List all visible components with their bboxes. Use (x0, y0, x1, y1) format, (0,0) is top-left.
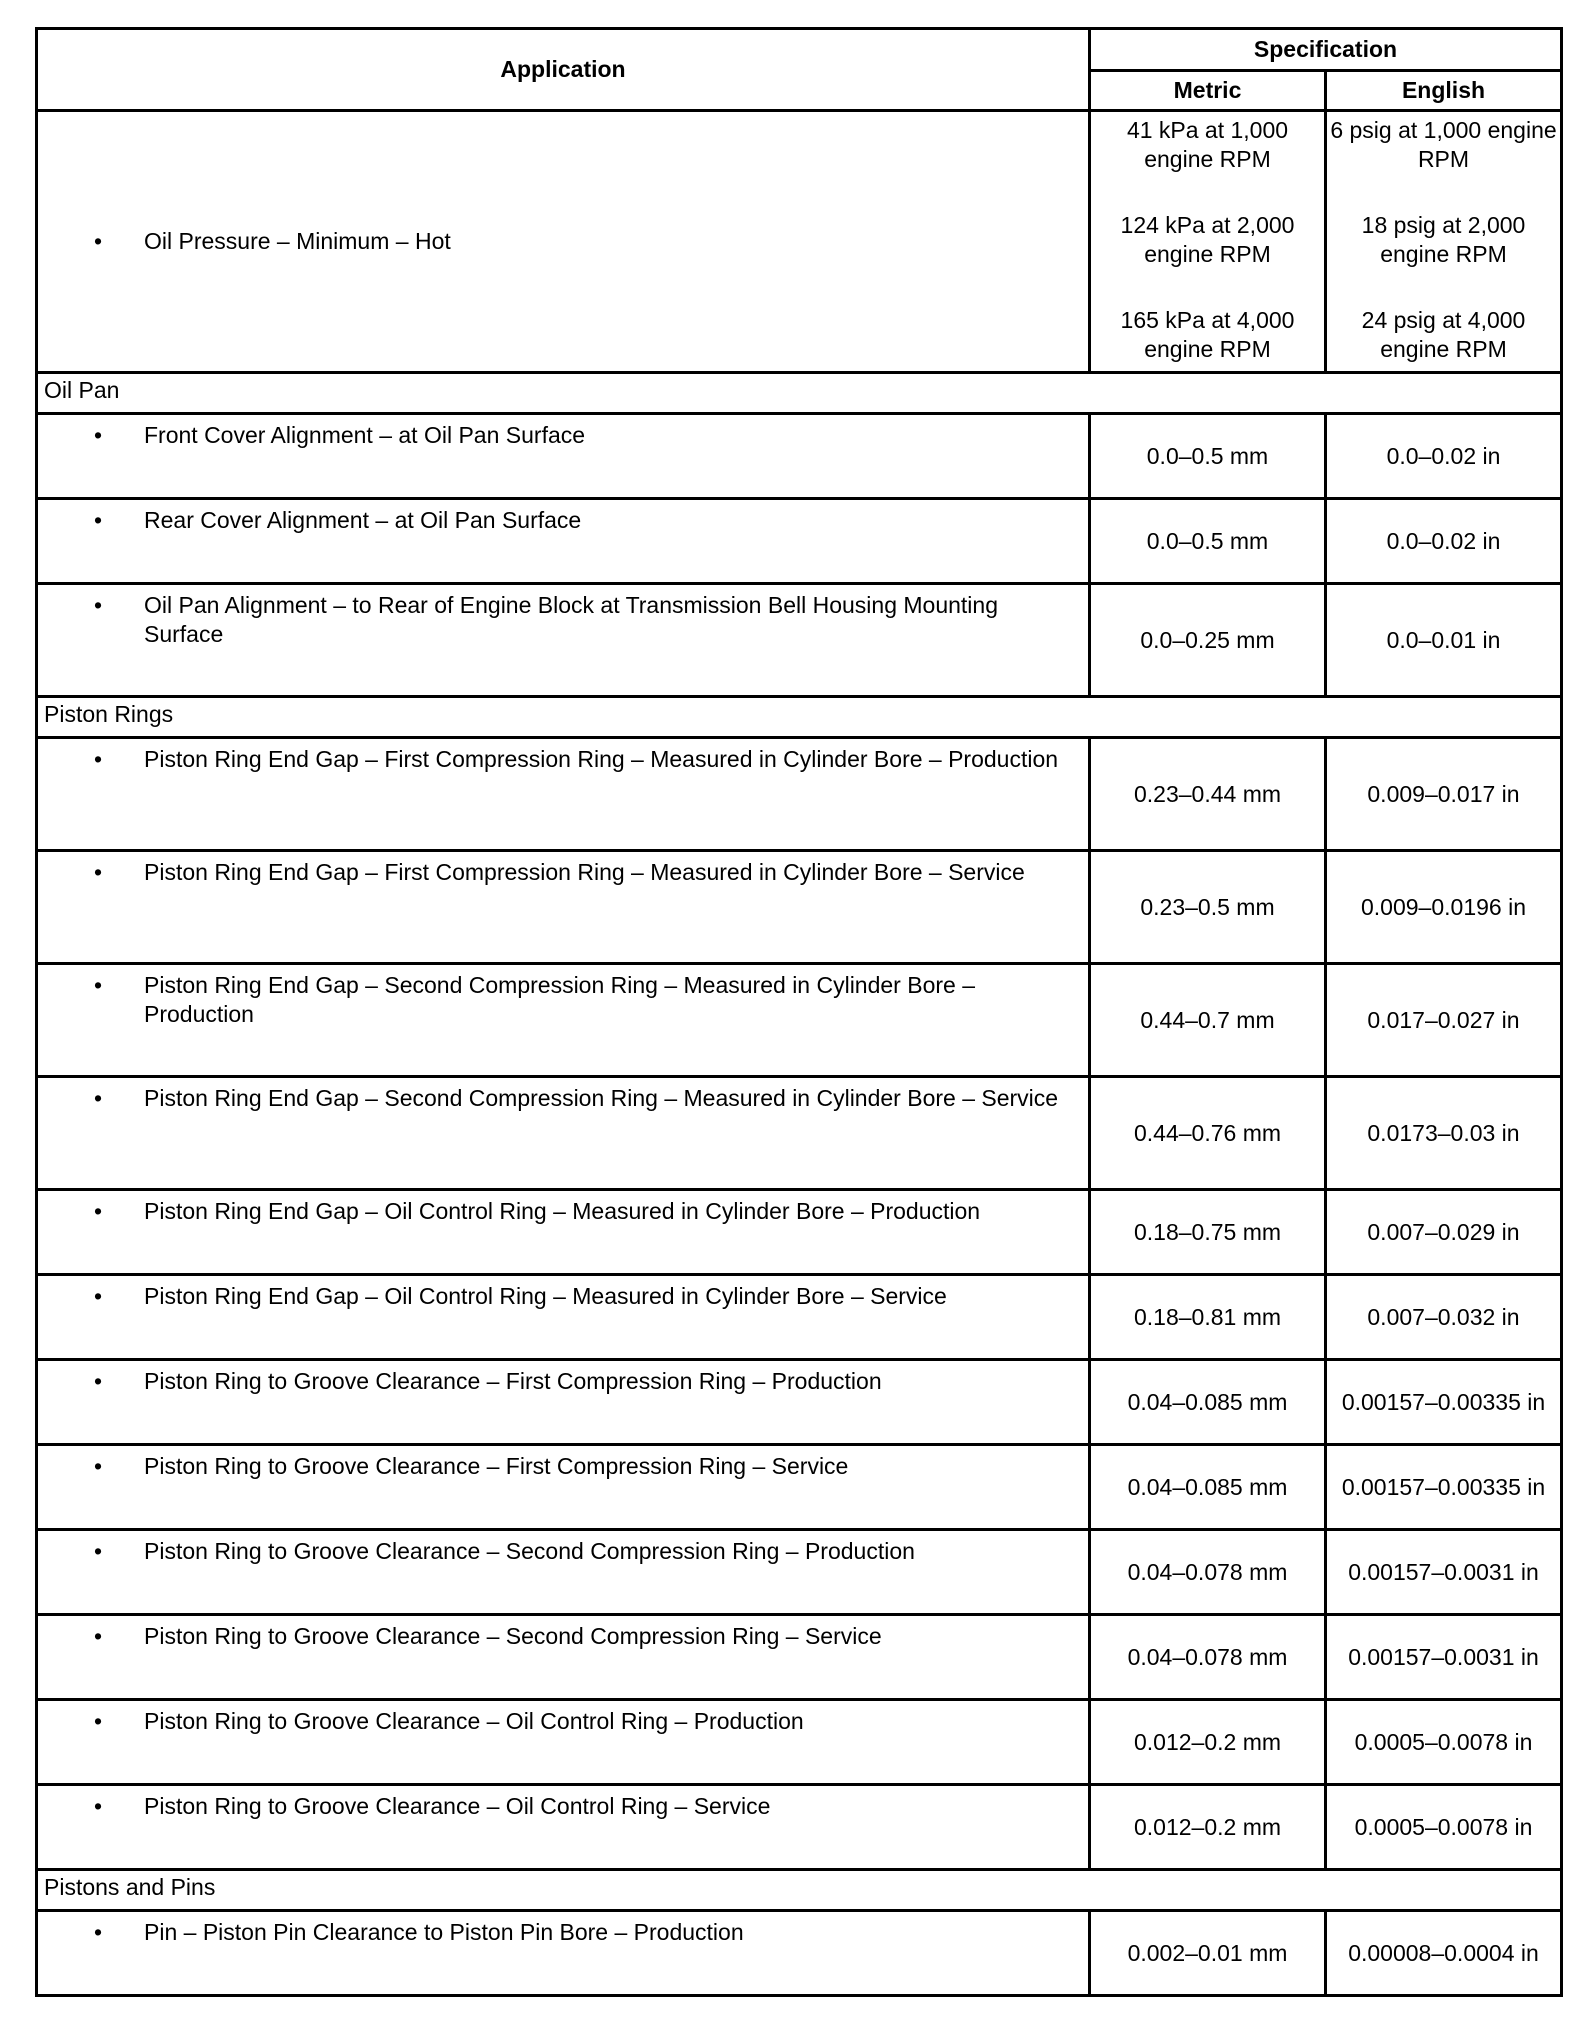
bullet-icon: • (94, 1453, 103, 1479)
metric-cell: 0.04–0.078 mm (1090, 1530, 1326, 1615)
application-cell (37, 111, 1090, 373)
table-row (37, 1275, 1562, 1360)
row-label: Rear Cover Alignment – at Oil Pan Surface (144, 507, 582, 533)
metric-cell: 0.002–0.01 mm (1090, 1911, 1326, 1996)
row-label: Piston Ring to Groove Clearance – Oil Control Ring – Service (144, 1793, 771, 1819)
application-header: Application (37, 29, 1090, 111)
bullet-icon: • (94, 1919, 103, 1945)
english-cell: 0.0173–0.03 in (1326, 1077, 1562, 1190)
metric-value: 41 kPa at 1,000 engine RPM (1126, 117, 1289, 172)
row-label: Piston Ring to Groove Clearance – Second Compression Ring – Service (144, 1623, 882, 1649)
specification-table (35, 27, 1563, 1997)
metric-cell: 0.012–0.2 mm (1090, 1785, 1326, 1870)
row-label: Front Cover Alignment – at Oil Pan Surface (144, 422, 586, 448)
metric-cell: 0.0–0.5 mm (1090, 499, 1326, 584)
bullet-icon: • (94, 1198, 103, 1224)
section-title: Oil Pan (37, 373, 1562, 414)
metric-cell: 0.23–0.5 mm (1090, 851, 1326, 964)
table-row (37, 964, 1562, 1077)
table-row (37, 1077, 1562, 1190)
english-cell: 0.00157–0.0031 in (1326, 1530, 1562, 1615)
metric-cell: 0.0–0.5 mm (1090, 414, 1326, 499)
english-cell: 0.017–0.027 in (1326, 964, 1562, 1077)
table-row (37, 414, 1562, 499)
table-row (37, 1615, 1562, 1700)
table-row (37, 1785, 1562, 1870)
bullet-icon: • (94, 746, 103, 772)
english-cell: 0.00157–0.0031 in (1326, 1615, 1562, 1700)
section-title: Piston Rings (37, 697, 1562, 738)
row-label: Pin – Piston Pin Clearance to Piston Pin Bore – Production (144, 1919, 744, 1945)
section-title: Pistons and Pins (37, 1870, 1562, 1911)
english-cell: 0.0005–0.0078 in (1326, 1700, 1562, 1785)
english-cell: 0.00157–0.00335 in (1326, 1445, 1562, 1530)
section-row (37, 373, 1562, 414)
bullet-icon: • (94, 1538, 103, 1564)
metric-cell: 0.04–0.085 mm (1090, 1360, 1326, 1445)
bullet-icon: • (94, 859, 103, 885)
row-label: Piston Ring to Groove Clearance – First Compression Ring – Production (144, 1368, 882, 1394)
metric-cell (1090, 111, 1326, 373)
table-row (37, 1911, 1562, 1996)
metric-cell: 0.04–0.085 mm (1090, 1445, 1326, 1530)
metric-cell: 0.23–0.44 mm (1090, 738, 1326, 851)
bullet-icon: • (94, 1283, 103, 1309)
table-row (37, 1700, 1562, 1785)
english-cell: 0.00157–0.00335 in (1326, 1360, 1562, 1445)
table-row (37, 584, 1562, 697)
table-row (37, 1190, 1562, 1275)
english-cell: 0.00008–0.0004 in (1326, 1911, 1562, 1996)
english-cell: 0.0–0.01 in (1326, 584, 1562, 697)
table-row (37, 1530, 1562, 1615)
metric-cell: 0.18–0.81 mm (1090, 1275, 1326, 1360)
english-value: 24 psig at 4,000 engine RPM (1361, 307, 1526, 362)
metric-value: 165 kPa at 4,000 engine RPM (1120, 307, 1295, 362)
row-label: Piston Ring End Gap – Second Compression Ring – Measured in Cylinder Bore – Production (144, 972, 975, 1027)
metric-cell: 0.18–0.75 mm (1090, 1190, 1326, 1275)
row-label: Piston Ring to Groove Clearance – First Compression Ring – Service (144, 1453, 849, 1479)
bullet-icon: • (94, 592, 103, 618)
english-cell: 0.009–0.0196 in (1326, 851, 1562, 964)
english-cell: 0.007–0.032 in (1326, 1275, 1562, 1360)
bullet-icon: • (94, 1708, 103, 1734)
row-label: Piston Ring End Gap – Second Compression Ring – Measured in Cylinder Bore – Service (144, 1085, 1059, 1111)
section-row (37, 697, 1562, 738)
bullet-icon: • (94, 228, 103, 254)
bullet-icon: • (94, 1368, 103, 1394)
table-row (37, 851, 1562, 964)
english-value: 6 psig at 1,000 engine RPM (1330, 117, 1557, 172)
metric-value: 124 kPa at 2,000 engine RPM (1120, 212, 1295, 267)
english-cell: 0.0–0.02 in (1326, 499, 1562, 584)
bullet-icon: • (94, 422, 103, 448)
bullet-icon: • (94, 1623, 103, 1649)
english-header: English (1326, 71, 1562, 111)
table-row (37, 1360, 1562, 1445)
english-cell: 0.0005–0.0078 in (1326, 1785, 1562, 1870)
table-row (37, 499, 1562, 584)
english-value: 18 psig at 2,000 engine RPM (1361, 212, 1526, 267)
english-cell (1326, 111, 1562, 373)
metric-header: Metric (1090, 71, 1326, 111)
metric-cell: 0.44–0.76 mm (1090, 1077, 1326, 1190)
bullet-icon: • (94, 972, 103, 998)
english-cell: 0.0–0.02 in (1326, 414, 1562, 499)
specification-header: Specification (1090, 29, 1562, 71)
row-label: Piston Ring End Gap – First Compression Ring – Measured in Cylinder Bore – Service (144, 859, 1025, 885)
english-cell: 0.007–0.029 in (1326, 1190, 1562, 1275)
table-row (37, 1445, 1562, 1530)
row-label: Piston Ring End Gap – First Compression Ring – Measured in Cylinder Bore – Production (144, 746, 1059, 772)
row-label: Piston Ring to Groove Clearance – Oil Control Ring – Production (144, 1708, 804, 1734)
metric-cell: 0.04–0.078 mm (1090, 1615, 1326, 1700)
english-cell: 0.009–0.017 in (1326, 738, 1562, 851)
metric-cell: 0.012–0.2 mm (1090, 1700, 1326, 1785)
row-label: Piston Ring to Groove Clearance – Second Compression Ring – Production (144, 1538, 915, 1564)
section-row (37, 1870, 1562, 1911)
row-label: Oil Pressure – Minimum – Hot (144, 228, 451, 254)
table-row (37, 738, 1562, 851)
table-row (37, 111, 1562, 373)
bullet-icon: • (94, 1085, 103, 1111)
header-row (37, 29, 1562, 71)
row-label: Piston Ring End Gap – Oil Control Ring – Measured in Cylinder Bore – Service (144, 1283, 947, 1309)
bullet-icon: • (94, 1793, 103, 1819)
row-label: Oil Pan Alignment – to Rear of Engine Block at Transmission Bell Housing Mounting Surface (144, 592, 998, 647)
metric-cell: 0.0–0.25 mm (1090, 584, 1326, 697)
metric-cell: 0.44–0.7 mm (1090, 964, 1326, 1077)
bullet-icon: • (94, 507, 103, 533)
row-label: Piston Ring End Gap – Oil Control Ring – Measured in Cylinder Bore – Production (144, 1198, 981, 1224)
